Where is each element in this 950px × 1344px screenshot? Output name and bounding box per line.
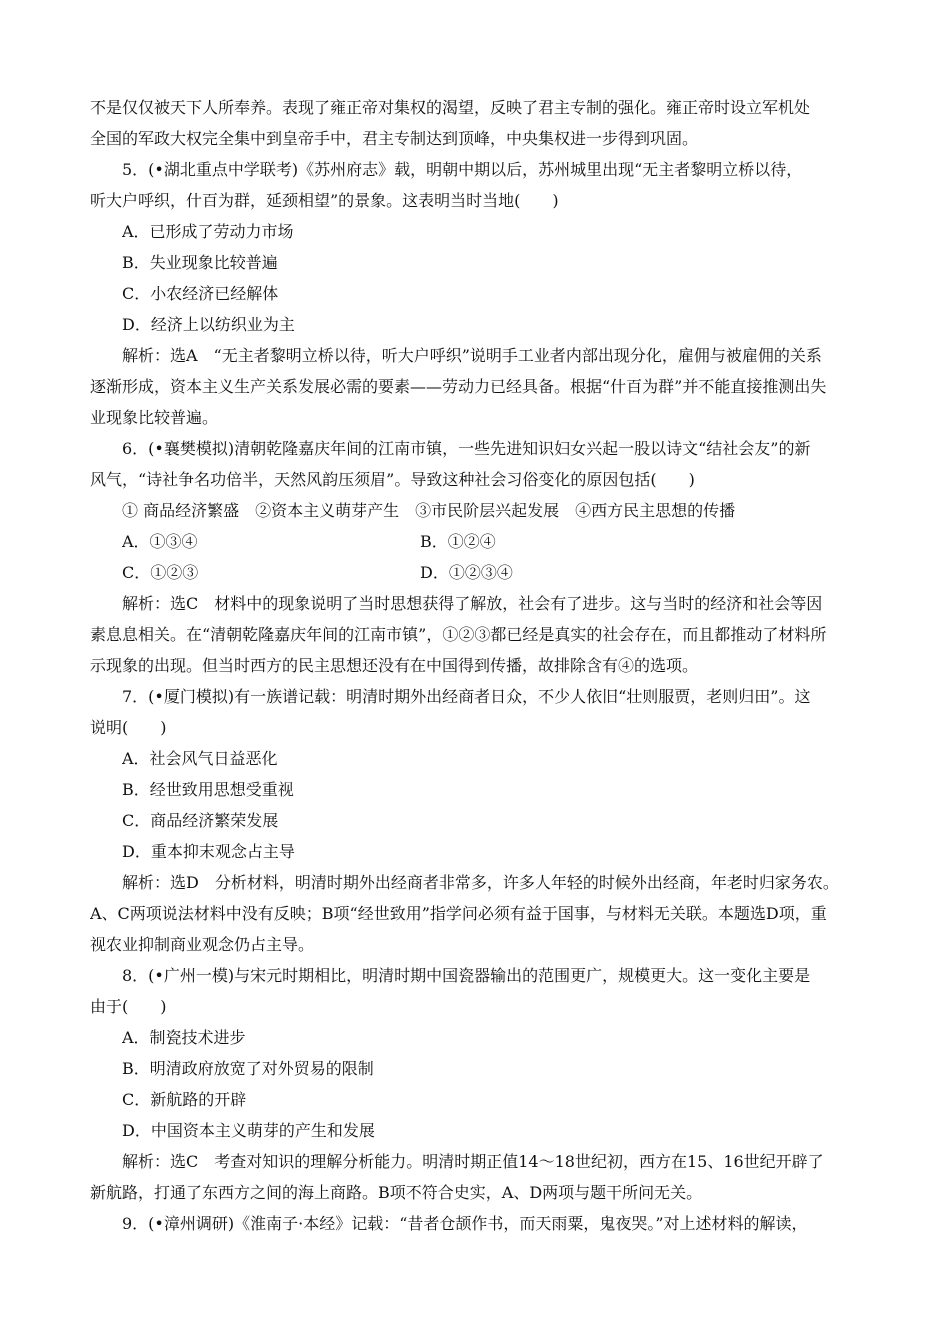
option-d: D．重本抑末观念占主导 — [122, 842, 295, 861]
text-line: 风气，“诗社争名功倍半，天然风韵压须眉”。导致这种社会习俗变化的原因包括( ) — [90, 470, 695, 489]
text-line: 由于( ) — [90, 997, 167, 1016]
question-5: 5．(•湖北重点中学联考)《苏州府志》载，明朝中期以后，苏州城里出现“无主者黎明立桥以待， — [122, 160, 803, 179]
analysis-7: 解析：选D 分析材料，明清时期外出经商者非常多，许多人年轻的时候外出经商，年老时归家务农。 — [122, 873, 839, 892]
text-line: 素息息相关。在“清朝乾隆嘉庆年间的江南市镇”，①②③都已经是真实的社会存在，而且都推动了材料所 — [90, 625, 827, 644]
text-line: 业现象比较普遍。 — [90, 408, 219, 427]
text-line: 逐渐形成，资本主义生产关系发展必需的要素——劳动力已经具备。根据“什百为群”并不能直接推测出失 — [90, 377, 827, 396]
option-a: A．①③④ — [122, 532, 198, 551]
option-a: A．社会风气日益恶化 — [122, 749, 278, 768]
text-line: 示现象的出现。但当时西方的民主思想还没有在中国得到传播，故排除含有④的选项。 — [90, 656, 699, 675]
option-b: B．①②④ — [420, 532, 496, 551]
question-9: 9．(•漳州调研)《淮南子·本经》记载：“昔者仓颉作书，而天雨粟，鬼夜哭。”对上述材料的解读， — [122, 1214, 808, 1233]
option-b: B．经世致用思想受重视 — [122, 780, 294, 799]
option-d: D．中国资本主义萌芽的产生和发展 — [122, 1121, 375, 1140]
text-line: 听大户呼织，什百为群，延颈相望”的景象。这表明当时当地( ) — [90, 191, 559, 210]
statement-list: ① 商品经济繁盛 ②资本主义萌芽产生 ③市民阶层兴起发展 ④西方民主思想的传播 — [122, 501, 736, 520]
option-c: C．小农经济已经解体 — [122, 284, 279, 303]
option-a: A．制瓷技术进步 — [122, 1028, 246, 1047]
option-c: C．商品经济繁荣发展 — [122, 811, 279, 830]
question-7: 7．(•厦门模拟)有一族谱记载：明清时期外出经商者日众，不少人依旧“壮则服贾，老则归田”。这 — [122, 687, 811, 706]
text-line: A、C两项说法材料中没有反映；B项“经世致用”指学问必须有益于国事，与材料无关联。本题选D项，重 — [90, 904, 827, 923]
option-a: A．已形成了劳动力市场 — [122, 222, 294, 241]
text-line: 全国的军政大权完全集中到皇帝手中，君主专制达到顶峰，中央集权进一步得到巩固。 — [90, 129, 699, 148]
option-d: D．经济上以纺织业为主 — [122, 315, 295, 334]
analysis-8: 解析：选C 考查对知识的理解分析能力。明清时期正值14～18世纪初，西方在15、16世纪开辟了 — [122, 1152, 824, 1171]
option-b: B．失业现象比较普遍 — [122, 253, 278, 272]
analysis-5: 解析：选A “无主者黎明立桥以待，听大户呼织”说明手工业者内部出现分化，雇佣与被雇佣的关系 — [122, 346, 822, 365]
text-line: 说明( ) — [90, 718, 167, 737]
question-8: 8．(•广州一模)与宋元时期相比，明清时期中国瓷器输出的范围更广，规模更大。这一变化主要是 — [122, 966, 811, 985]
analysis-6: 解析：选C 材料中的现象说明了当时思想获得了解放，社会有了进步。这与当时的经济和社会等因 — [122, 594, 823, 613]
option-c: C．新航路的开辟 — [122, 1090, 247, 1109]
text-line: 不是仅仅被天下人所奉养。表现了雍正帝对集权的渴望，反映了君主专制的强化。雍正帝时设立军机处 — [90, 98, 811, 117]
option-c: C．①②③ — [122, 563, 199, 582]
option-b: B．明清政府放宽了对外贸易的限制 — [122, 1059, 374, 1078]
text-line: 新航路，打通了东西方之间的海上商路。B项不符合史实，A、D两项与题干所问无关。 — [90, 1183, 703, 1202]
option-d: D．①②③④ — [420, 563, 513, 582]
text-line: 视农业抑制商业观念仍占主导。 — [90, 935, 315, 954]
question-6: 6．(•襄樊模拟)清朝乾隆嘉庆年间的江南市镇，一些先进知识妇女兴起一股以诗文“结社会友”的新 — [122, 439, 811, 458]
